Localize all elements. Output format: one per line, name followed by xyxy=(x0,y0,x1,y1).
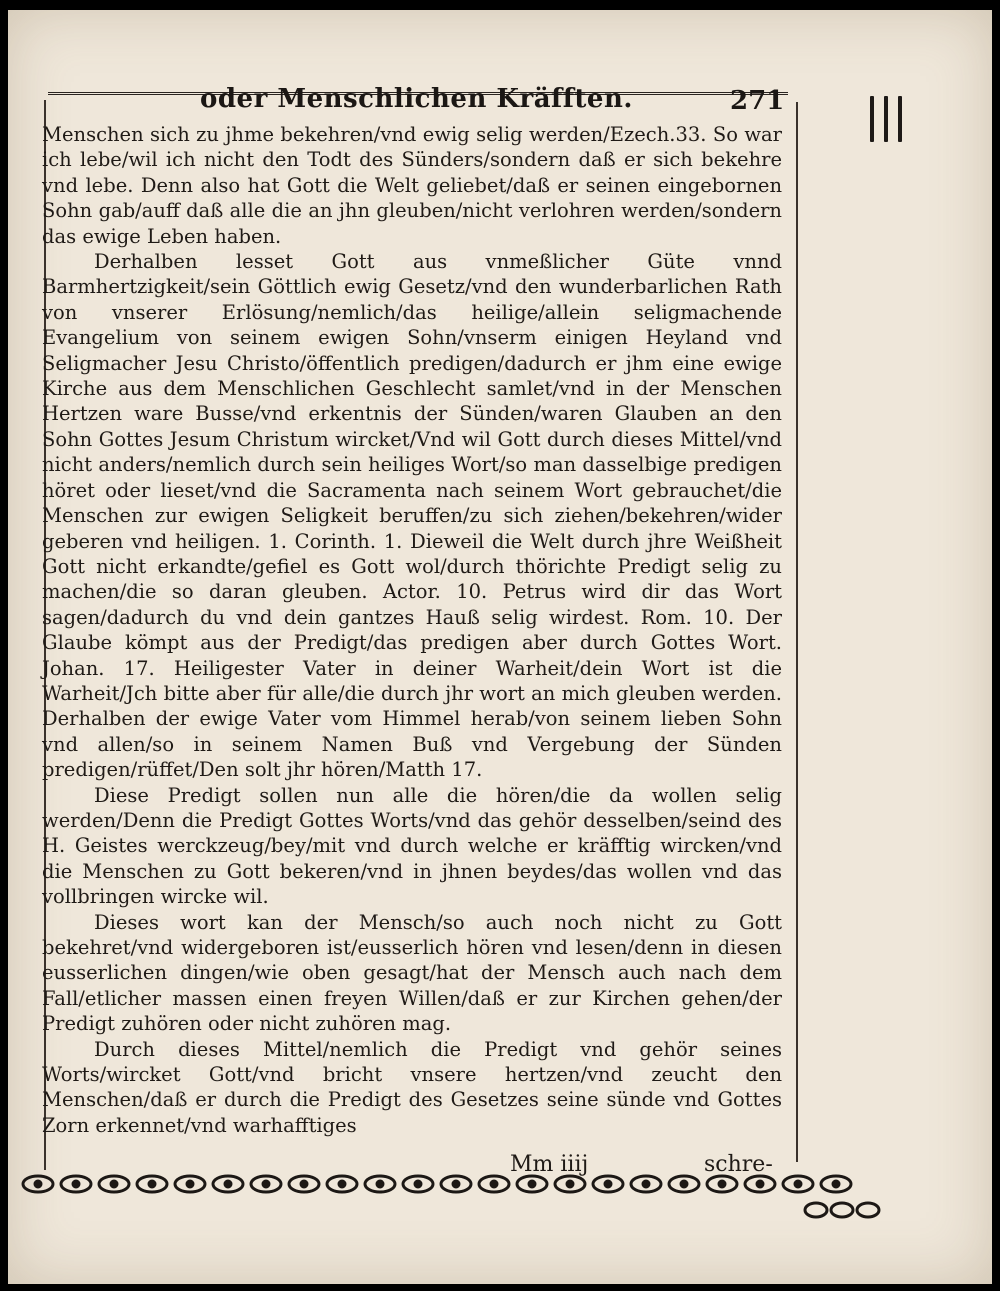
running-head: oder Menschlichen Kräfften. xyxy=(200,84,633,114)
body-text xyxy=(42,122,782,1162)
margin-marks-icon xyxy=(870,96,910,146)
paragraph: Diese Predigt sollen nun alle die hören/die da wollen selig werden/Denn die Predigt Gottes Worts/vnd das gehör desselben/seind des H. Geistes werckzeug/bey/mit vnd durch welche er kräfftig wircken/vnd die Menschen zu Gott bekeren/vnd in jhnen beydes/das wollen vnd das vollbringen wircke wil. xyxy=(42,783,782,909)
paragraph: Dieses wort kan der Mensch/so auch noch nicht zu Gott bekehret/vnd widergeboren ist/eusserlich hören vnd lesen/denn in diesen eusserlichen dingen/wie oben gesagt/hat der Mensch auch nach dem Fall/etlicher massen einen freyen Willen/daß er zur Kirchen gehen/der Predigt zuhören oder nicht zuhören mag. xyxy=(42,910,782,1036)
paragraph: Menschen sich zu jhme bekehren/vnd ewig selig werden/Ezech.33. So war ich lebe/wil ich nicht den Todt des Sünders/sondern daß er sich bekehre vnd lebe. Denn also hat Gott die Welt geliebet/daß er seinen eingebornen Sohn gab/auff daß alle die an jhn gleuben/nicht verlohren werden/sondern das ewige Leben haben. xyxy=(42,123,782,248)
paragraph: Durch dieses Mittel/nemlich die Predigt vnd gehör seines Worts/wircket Gott/vnd bricht vnsere hertzen/vnd zeucht den Menschen/daß er durch die Predigt des Gesetzes seine sünde vnd Gottes Zorn erkennet/vnd warhafftiges xyxy=(42,1037,782,1137)
signature-mark: Mm iiij xyxy=(510,1152,589,1177)
decorative-border-ornament-icon xyxy=(16,1170,896,1224)
paragraph: Derhalben lesset Gott aus vnmeßlicher Güte vnnd Barmhertzigkeit/sein Göttlich ewig Gesetz/vnd den wunderbarlichen Rath von vnserer Erlösung/nemlich/das heilige/allein seligmachende Evangelium von seinem ewigen Sohn/vnserm einigen Heyland vnd Seligmacher Jesu Christo/öffentlich predigen/dadurch er jhm eine ewige Kirche aus dem Menschlichen Geschlecht samlet/vnd in der Menschen Hertzen ware Busse/vnd erkentnis der Sünden/waren Glauben an den Sohn Gottes Jesum Christum wircket/Vnd wil Gott durch dieses Mittel/vnd nicht anders/nemlich durch sein heiliges Wort/so man dasselbige predigen höret oder lieset/vnd die Sacramenta nach seinem Wort gebrauchet/die Menschen zur ewigen Seligkeit beruffen/zu sich ziehen/bekehren/wider geberen vnd heiligen. 1. Corinth. 1. Dieweil die Welt durch jhre Weißheit Gott nicht erkandte/gefiel es Gott wol/durch thörichte Predigt selig zu machen/die so daran gleuben. Actor. 10. Petrus wird dir das Wort sagen/dadurch du vnd dein gantzes Hauß selig wirdest. Rom. 10. Der Glaube kömpt aus der Predigt/das predigen aber durch Gottes Wort. Johan. 17. Heiligester Vater in deiner Warheit/dein Wort ist die Warheit/Jch bitte aber für alle/die durch jhr wort an mich gleuben werden. Derhalben der ewige Vater vom Himmel herab/von seinem lieben Sohn vnd allen/so in seinem Namen Buß vnd Vergebung der Sünden predigen/rüffet/Den solt jhr hören/Matth 17. xyxy=(42,250,782,782)
page-number: 271 xyxy=(730,86,785,116)
catchword: schre- xyxy=(704,1152,773,1177)
right-frame-line xyxy=(796,102,798,1162)
